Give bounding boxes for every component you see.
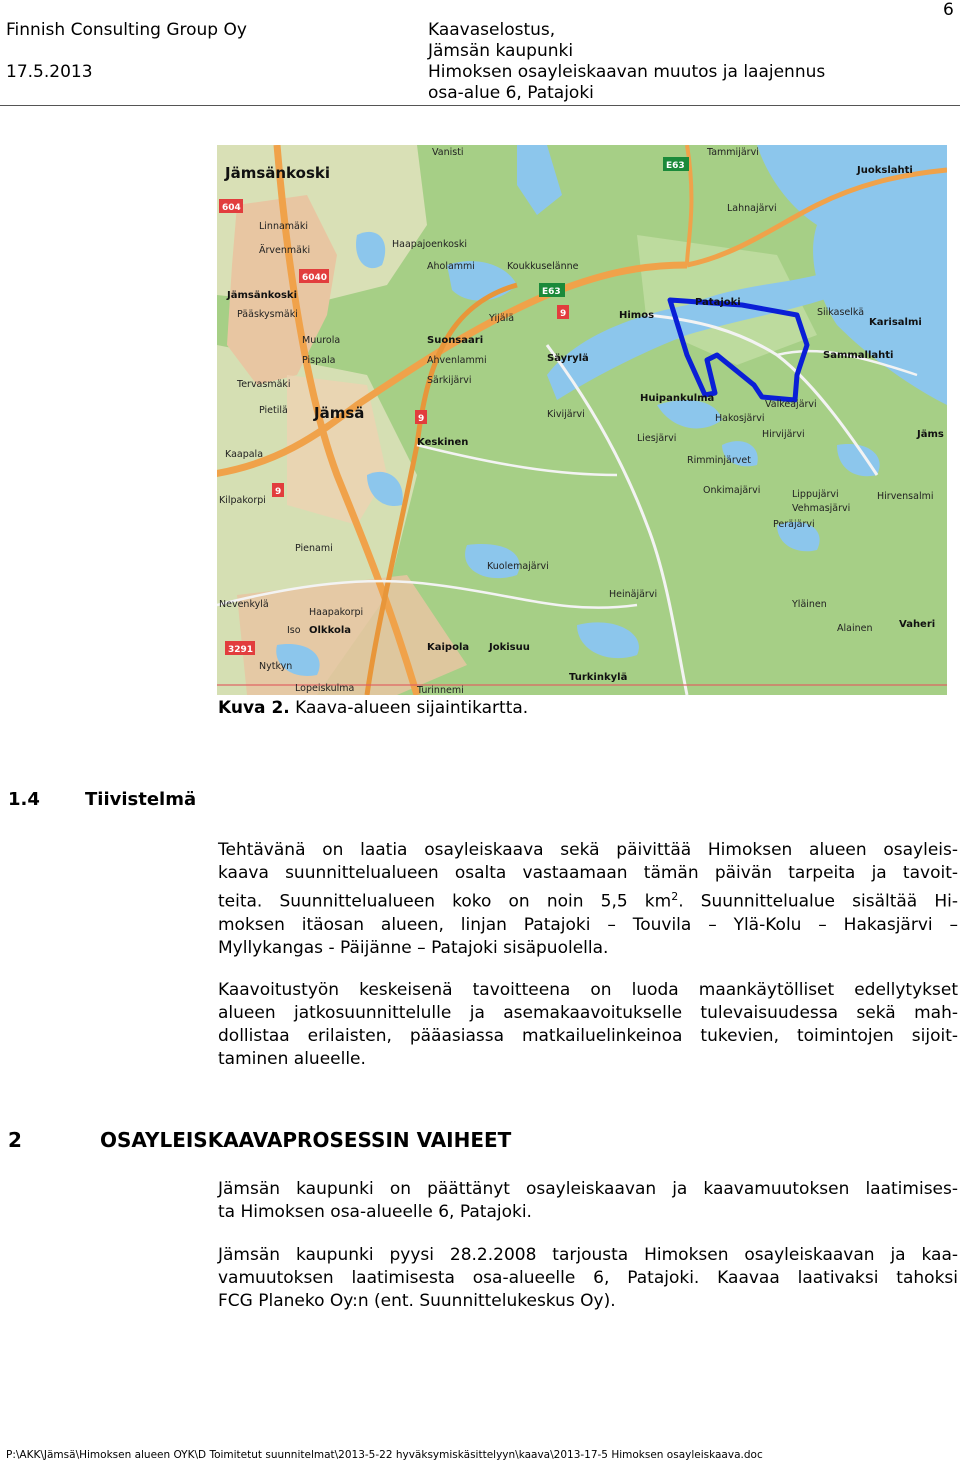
place-ylainen: Yläinen: [792, 599, 827, 610]
place-pietila: Pietilä: [259, 405, 288, 416]
figure-caption: [218, 697, 528, 719]
paragraph-line: moksen itäosan alueen, linjan Patajoki – Touvila – Ylä-Kolu – Hakasjärvi –: [218, 914, 958, 935]
place-hirvensalmi: Hirvensalmi: [877, 491, 934, 502]
paragraph-line: Tehtävänä on laatia osayleiskaava sekä päivittää Himoksen alueen osayleis-: [218, 840, 958, 860]
figure-caption-label: Kuva 2.: [218, 698, 290, 718]
section-2-paragraph-2: [218, 1244, 958, 1313]
paragraph-line: Kaavoitustyön keskeisenä tavoitteena on luoda maankäytölliset edellytykset: [218, 980, 958, 1000]
place-huipankulma: Huipankulma: [640, 393, 715, 404]
paragraph-text: teita. Suunnittelualueen koko on noin 5,5 km: [218, 891, 672, 912]
place-linnamaki: Linnamäki: [259, 221, 309, 232]
place-koukkuselanne: Koukkuselänne: [507, 261, 579, 272]
place-muurola: Muurola: [302, 335, 341, 346]
place-haapajoenkoski: Haapajoenkoski: [392, 239, 468, 250]
place-keskinen: Keskinen: [417, 437, 469, 448]
header-plan-name: Himoksen osayleiskaavan muutos ja laajennus: [428, 62, 826, 82]
place-jams: Jäms: [917, 429, 944, 440]
place-himos: Himos: [619, 310, 655, 321]
place-vaheri: Vaheri: [899, 619, 936, 630]
place-ahvenlammi: Ahvenlammi: [427, 355, 487, 366]
place-haapakorpi: Haapakorpi: [309, 607, 364, 618]
place-vehmasjarvi: Vehmasjärvi: [792, 503, 851, 514]
place-aholammi: Aholammi: [427, 261, 475, 272]
paragraph-line: Myllykangas - Päijänne – Patajoki sisäpuolella.: [218, 937, 609, 958]
place-nevenkyla: Nevenkylä: [219, 599, 269, 610]
place-karisalmi: Karisalmi: [869, 317, 922, 328]
place-arvenmaki: Ärvenmäki: [259, 245, 311, 256]
section-1-4-number: 1.4: [8, 789, 40, 810]
place-nytkyn: Nytkyn: [259, 661, 293, 672]
paragraph-text: . Suunnittelualue sisältää Hi-: [678, 891, 958, 912]
paragraph-line: alueen jatkosuunnittelulle ja asemakaavoitukselle tulevaisuudessa sekä mah-: [218, 1003, 958, 1023]
section-2-title: OSAYLEISKAAVAPROSESSIN VAIHEET: [100, 1128, 512, 1152]
place-juokslahti: Juokslahti: [857, 165, 913, 176]
section-2-paragraph-1: [218, 1178, 958, 1224]
place-lahnajarvi: Lahnajärvi: [727, 203, 777, 214]
place-turkinkyla: Turkinkylä: [569, 672, 628, 683]
paragraph-line: dollistaa erilaisten, pääasiassa matkailuelinkeinoa tukevien, toimintojen sijoit-: [218, 1026, 958, 1046]
section-2-number: 2: [8, 1128, 22, 1152]
section-1-4-paragraph-2: [218, 979, 958, 1071]
place-kilpakorpi: Kilpakorpi: [219, 495, 266, 506]
place-suonsaari: Suonsaari: [427, 335, 484, 346]
header-divider: [0, 105, 960, 106]
footer-file-path: P:\AKK\Jämsä\Himoksen alueen OYK\D Toimitetut suunnitelmat\2013-5-22 hyväksymiskäsittelyyn\kaava\2013-17-5 Himoksen osayleiskaava.doc: [6, 1449, 763, 1461]
place-paaskysmaki: Pääskysmäki: [237, 309, 298, 320]
place-sayryla: Säyrylä: [547, 353, 589, 364]
place-yijala: Yijälä: [489, 313, 515, 324]
place-jamsankoski: Jämsänkoski: [225, 164, 330, 182]
place-lopeiskulma: Lopeiskulma: [295, 683, 355, 694]
place-jamsa: Jämsä: [314, 404, 365, 422]
place-pispala: Pispala: [302, 355, 336, 366]
place-heinajarvi: Heinäjärvi: [609, 589, 658, 600]
section-1-4-title: Tiivistelmä: [85, 789, 197, 810]
place-valkeajarvi: Valkeajärvi: [765, 399, 817, 410]
road-9b-label: 9: [418, 414, 425, 424]
place-perajarvi: Peräjärvi: [773, 519, 815, 530]
place-jamsankoski-2: Jämsänkoski: [227, 290, 297, 301]
paragraph-line: FCG Planeko Oy:n (ent. Suunnittelukeskus Oy).: [218, 1291, 616, 1311]
road-e63-label: E63: [666, 161, 685, 171]
road-9-label: 9: [560, 309, 567, 319]
place-lippujarvi: Lippujärvi: [792, 489, 839, 500]
road-604-label: 604: [222, 203, 241, 213]
paragraph-line: ta Himoksen osa-alueelle 6, Patajoki.: [218, 1202, 532, 1222]
place-kivijarvi: Kivijärvi: [547, 409, 585, 420]
paragraph-line: Jämsän kaupunki pyysi 28.2.2008 tarjousta Himoksen osayleiskaavan ja kaa-: [218, 1245, 958, 1265]
place-patajoki: Patajoki: [695, 297, 741, 308]
page-number: 6: [943, 0, 954, 20]
road-e63b-label: E63: [542, 287, 561, 297]
place-pienami: Pienami: [295, 543, 333, 554]
paragraph-line: kaava suunnittelualueen osalta vastaamaan tämän päivän tarpeita ja tavoit-: [218, 863, 958, 883]
place-sarkijarvi: Särkijärvi: [427, 375, 472, 386]
header-area: osa-alue 6, Patajoki: [428, 83, 594, 103]
paragraph-line: [218, 885, 958, 914]
header-company: Finnish Consulting Group Oy: [6, 20, 247, 40]
road-9c-label: 9: [275, 487, 282, 497]
road-6040-label: 6040: [302, 273, 328, 283]
place-jokisuu: Jokisuu: [489, 642, 530, 653]
place-hirvijarvi: Hirvijärvi: [762, 429, 805, 440]
place-onkimajarvi: Onkimajärvi: [703, 485, 761, 496]
figure-caption-text: Kaava-alueen sijaintikartta.: [295, 698, 529, 718]
place-vanisti: Vanisti: [432, 147, 464, 158]
header-doc-type: Kaavaselostus,: [428, 20, 556, 40]
paragraph-line: Jämsän kaupunki on päättänyt osayleiskaavan ja kaavamuutoksen laatimises-: [218, 1179, 958, 1199]
place-kaapala: Kaapala: [225, 449, 264, 460]
place-tervasmaki: Tervasmäki: [237, 379, 291, 390]
place-alainen: Alainen: [837, 623, 873, 634]
paragraph-line: taminen alueelle.: [218, 1049, 366, 1069]
superscript: 2: [671, 890, 679, 903]
header-date: 17.5.2013: [6, 62, 93, 82]
place-tammijarvi: Tammijärvi: [707, 147, 759, 158]
location-map: [217, 145, 947, 695]
road-3291-label: 3291: [228, 645, 254, 655]
place-hakosjarvi: Hakosjärvi: [715, 413, 765, 424]
section-1-4-paragraph-1: [218, 839, 958, 960]
place-sammallahti: Sammallahti: [823, 350, 894, 361]
place-liesjarvi: Liesjärvi: [637, 433, 677, 444]
place-rimminjarvet: Rimminjärvet: [687, 455, 751, 466]
place-turinnemi: Turinnemi: [417, 685, 464, 695]
place-siikaselka: Siikaselkä: [817, 307, 865, 318]
header-municipality: Jämsän kaupunki: [428, 41, 574, 61]
place-kaipola: Kaipola: [427, 642, 470, 653]
place-iso: Iso: [287, 625, 301, 636]
place-olkkola: Olkkola: [309, 625, 352, 636]
paragraph-line: vamuutoksen laatimisesta osa-alueelle 6, Patajoki. Kaavaa laativaksi tahoksi: [218, 1268, 958, 1288]
place-kuolemajarvi: Kuolemajärvi: [487, 561, 549, 572]
